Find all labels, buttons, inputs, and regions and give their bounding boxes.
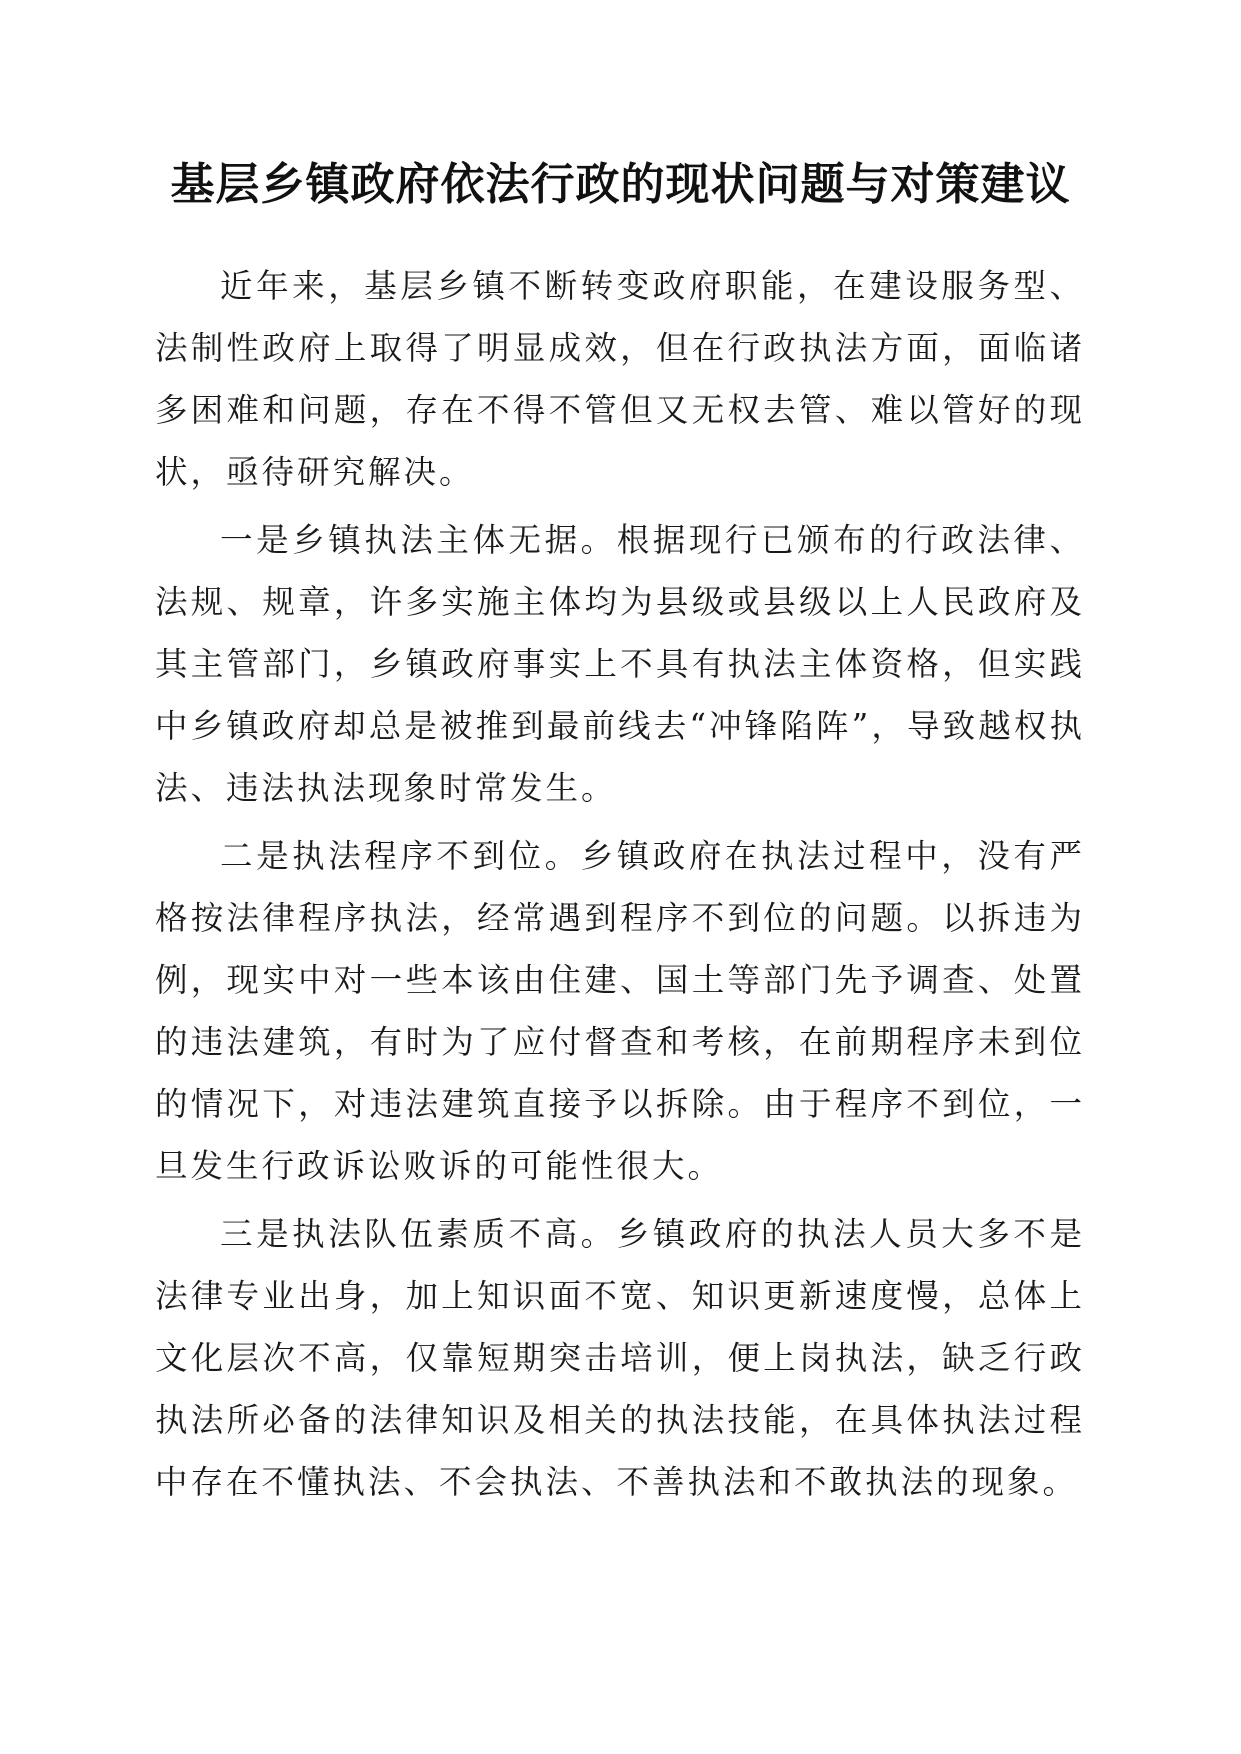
document-title: 基层乡镇政府依法行政的现状问题与对策建议 [170,159,1071,210]
paragraph-intro: 近年来，基层乡镇不断转变政府职能，在建设服务型、法制性政府上取得了明显成效，但在行政执法方面，面临诸多困难和问题，存在不得不管但又无权去管、难以管好的现状，亟待研究解决。 [155,267,1085,491]
paragraph-point-one: 一是乡镇执法主体无据。根据现行已颁布的行政法律、法规、规章，许多实施主体均为县级或县级以上人民政府及其主管部门，乡镇政府事实上不具有执法主体资格，但实践中乡镇政府却总是被推到最前线去“冲锋陷阵”，导致越权执法、违法执法现象时常发生。 [155,521,1085,807]
document-body [155,255,1085,1519]
paragraph-point-two: 二是执法程序不到位。乡镇政府在执法过程中，没有严格按法律程序执法，经常遇到程序不到位的问题。以拆违为例，现实中对一些本该由住建、国土等部门先予调查、处置的违法建筑，有时为了应付督查和考核，在前期程序未到位的情况下，对违法建筑直接予以拆除。由于程序不到位，一旦发生行政诉讼败诉的可能性很大。 [155,837,1085,1185]
paragraph-point-three: 三是执法队伍素质不高。乡镇政府的执法人员大多不是法律专业出身，加上知识面不宽、知识更新速度慢，总体上文化层次不高，仅靠短期突击培训，便上岗执法，缺乏行政执法所必备的法律知识及相关的执法技能，在具体执法过程中存在不懂执法、不会执法、不善执法和不敢执法的现象。 [155,1215,1085,1501]
